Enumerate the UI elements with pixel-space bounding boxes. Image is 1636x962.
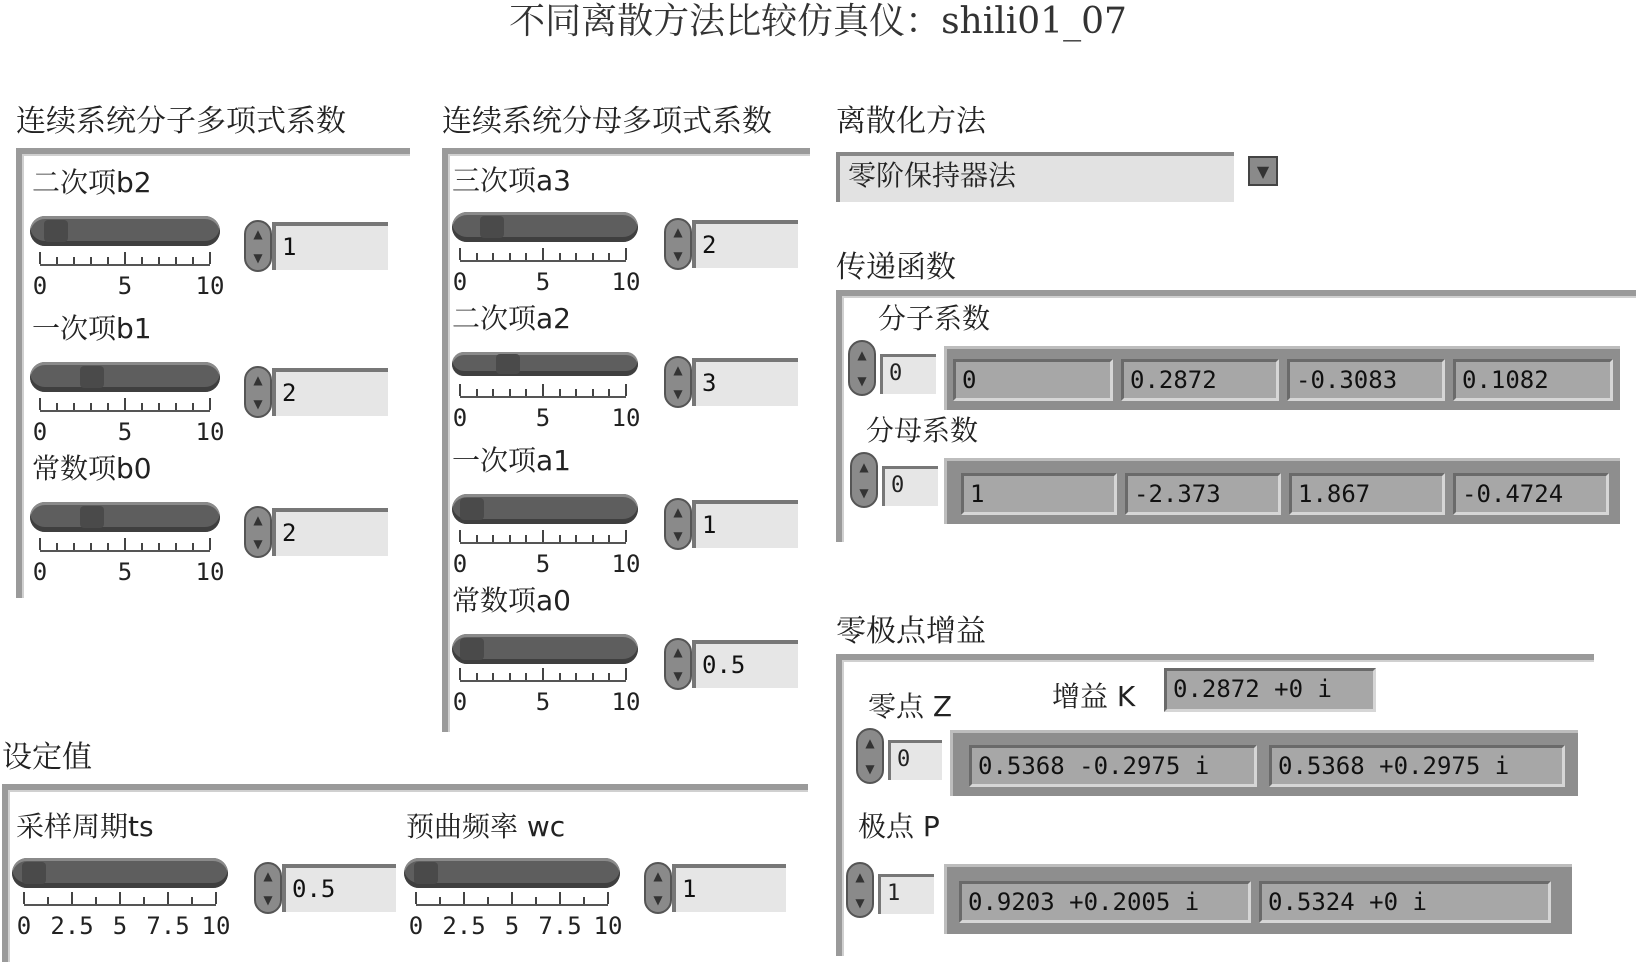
- tick-mark: [592, 253, 594, 260]
- a3-scale: [452, 268, 641, 298]
- zero-cell: 0.5368 +0.2975 i: [1269, 745, 1565, 787]
- num-coef-label: 分子系数: [878, 302, 991, 335]
- tick-mark: [175, 543, 177, 550]
- scale-label: 10: [611, 688, 641, 716]
- b2-input[interactable]: 1: [272, 222, 388, 270]
- scale-label: 0: [408, 912, 424, 940]
- tick-mark: [215, 892, 217, 904]
- dropdown-arrow-icon[interactable]: ▼: [1248, 156, 1278, 186]
- tick-mark: [542, 248, 544, 260]
- a1-label: 一次项a1: [452, 444, 571, 477]
- tick-mark: [592, 673, 594, 680]
- tick-mark: [141, 403, 143, 410]
- tick-mark: [575, 673, 577, 680]
- num-index-input[interactable]: 0: [880, 354, 936, 394]
- tick-mark: [575, 253, 577, 260]
- scale-label: 5: [535, 404, 551, 432]
- tick-mark: [191, 897, 193, 904]
- a3-ticks: [460, 246, 626, 262]
- slider-thumb[interactable]: [460, 638, 484, 660]
- b1-ticks: [40, 396, 210, 412]
- ts-spin-button[interactable]: ▲ ▼: [254, 862, 282, 914]
- tick-mark: [608, 673, 610, 680]
- b2-slider[interactable]: [30, 216, 220, 246]
- scale-label: 0: [32, 272, 48, 300]
- scale-label: 5: [117, 558, 133, 586]
- tick-mark: [107, 543, 109, 550]
- a2-scale: [452, 404, 641, 434]
- method-label: 离散化方法: [836, 104, 986, 139]
- tick-mark: [463, 892, 465, 904]
- wc-ticks: [416, 890, 608, 906]
- poles-index-input[interactable]: 1: [878, 874, 934, 914]
- tick-mark: [95, 897, 97, 904]
- tick-mark: [56, 403, 58, 410]
- a3-slider[interactable]: [452, 212, 638, 242]
- b2-label: 二次项b2: [32, 166, 152, 199]
- wc-scale: [408, 912, 623, 942]
- scale-label: 2.5: [50, 912, 94, 940]
- b0-input[interactable]: 2: [272, 508, 388, 556]
- scale-label: 0: [32, 418, 48, 446]
- method-select[interactable]: 零阶保持器法: [836, 152, 1234, 202]
- b0-spin-button[interactable]: ▲ ▼: [244, 506, 272, 558]
- scale-label: 5: [535, 550, 551, 578]
- tick-mark: [23, 892, 25, 904]
- den-index-input[interactable]: 0: [882, 466, 938, 506]
- slider-thumb[interactable]: [80, 506, 104, 528]
- tick-mark: [124, 252, 126, 264]
- zpk-group-label: 零极点增益: [836, 614, 986, 649]
- tick-mark: [459, 248, 461, 260]
- tick-mark: [607, 892, 609, 904]
- tick-mark: [525, 253, 527, 260]
- tick-mark: [192, 543, 194, 550]
- tick-mark: [73, 257, 75, 264]
- tick-mark: [415, 892, 417, 904]
- slider-thumb[interactable]: [80, 366, 104, 388]
- tick-mark: [592, 535, 594, 542]
- pole-cell: 0.9203 +0.2005 i: [959, 881, 1251, 923]
- num-coef-array: [944, 346, 1620, 410]
- tick-mark: [487, 897, 489, 904]
- tick-mark: [608, 389, 610, 396]
- b0-scale: [32, 558, 225, 588]
- b2-spin-button[interactable]: ▲ ▼: [244, 220, 272, 272]
- tick-mark: [559, 389, 561, 396]
- tick-mark: [476, 535, 478, 542]
- a0-ticks: [460, 666, 626, 682]
- slider-thumb[interactable]: [414, 862, 438, 884]
- scale-label: 5: [535, 688, 551, 716]
- poles-label: 极点 P: [858, 810, 940, 843]
- b1-scale: [32, 418, 225, 448]
- b1-spin-button[interactable]: ▲ ▼: [244, 366, 272, 418]
- tick-mark: [559, 892, 561, 904]
- tick-mark: [39, 538, 41, 550]
- page-title: 不同离散方法比较仿真仪：shili01_07: [509, 1, 1127, 42]
- transfer-group-label: 传递函数: [836, 250, 956, 285]
- tick-mark: [175, 257, 177, 264]
- tick-mark: [542, 530, 544, 542]
- zeros-label: 零点 Z: [868, 690, 953, 723]
- tick-mark: [192, 257, 194, 264]
- tick-mark: [492, 535, 494, 542]
- tick-mark: [56, 257, 58, 264]
- b2-ticks: [40, 250, 210, 266]
- b1-slider[interactable]: [30, 362, 220, 392]
- num-coef-cell: -0.3083: [1287, 359, 1445, 401]
- tick-mark: [592, 389, 594, 396]
- tick-mark: [209, 252, 211, 264]
- tick-mark: [124, 398, 126, 410]
- scale-label: 0: [452, 550, 468, 578]
- zeros-index-input[interactable]: 0: [888, 740, 942, 780]
- den-coef-array: [944, 458, 1620, 524]
- scale-label: 10: [195, 558, 225, 586]
- scale-label: 2.5: [442, 912, 486, 940]
- b0-slider[interactable]: [30, 502, 220, 532]
- ts-scale: [16, 912, 231, 942]
- tick-mark: [559, 535, 561, 542]
- scale-label: 0: [16, 912, 32, 940]
- slider-thumb[interactable]: [496, 354, 520, 374]
- tick-mark: [608, 535, 610, 542]
- den-coef-cell: 1: [961, 473, 1117, 515]
- tick-mark: [525, 673, 527, 680]
- a1-spin-button[interactable]: ▲ ▼: [664, 498, 692, 550]
- scale-label: 0: [32, 558, 48, 586]
- scale-label: 0: [452, 688, 468, 716]
- den-coef-cell: 1.867: [1289, 473, 1445, 515]
- wc-label: 预曲频率 wc: [406, 810, 566, 843]
- tick-mark: [439, 897, 441, 904]
- scale-label: 5: [117, 272, 133, 300]
- a2-ticks: [460, 382, 626, 398]
- tick-mark: [90, 403, 92, 410]
- tick-mark: [459, 530, 461, 542]
- b0-ticks: [40, 536, 210, 552]
- slider-track[interactable]: [452, 352, 638, 376]
- scale-label: 10: [611, 404, 641, 432]
- gain-label: 增益 K: [1052, 680, 1136, 713]
- slider-track[interactable]: [30, 362, 220, 392]
- num-index-spin[interactable]: ▲ ▼: [848, 340, 876, 396]
- tick-mark: [625, 248, 627, 260]
- zeros-array: [950, 730, 1578, 796]
- ts-input[interactable]: 0.5: [282, 864, 396, 912]
- scale-label: 7.5: [538, 912, 582, 940]
- den-index-spin[interactable]: ▲ ▼: [850, 452, 878, 508]
- tick-mark: [90, 543, 92, 550]
- tick-mark: [158, 403, 160, 410]
- tick-mark: [158, 257, 160, 264]
- tick-mark: [39, 252, 41, 264]
- den-coef-cell: -0.4724: [1453, 473, 1609, 515]
- a0-slider[interactable]: [452, 634, 638, 664]
- tick-mark: [625, 384, 627, 396]
- a0-input[interactable]: 0.5: [692, 640, 798, 688]
- a3-input[interactable]: 2: [692, 220, 798, 268]
- tick-mark: [141, 257, 143, 264]
- tick-mark: [209, 398, 211, 410]
- tick-mark: [509, 673, 511, 680]
- a0-spin-button[interactable]: ▲ ▼: [664, 638, 692, 690]
- tick-mark: [525, 389, 527, 396]
- denominator-group-label: 连续系统分母多项式系数: [442, 104, 772, 139]
- tick-mark: [71, 892, 73, 904]
- tick-mark: [90, 257, 92, 264]
- tick-mark: [492, 389, 494, 396]
- wc-spin-button[interactable]: ▲ ▼: [644, 862, 672, 914]
- den-coef-label: 分母系数: [866, 414, 979, 447]
- a2-label: 二次项a2: [452, 302, 571, 335]
- pole-cell: 0.5324 +0 i: [1259, 881, 1551, 923]
- tick-mark: [167, 892, 169, 904]
- b1-input[interactable]: 2: [272, 368, 388, 416]
- scale-label: 7.5: [146, 912, 190, 940]
- tick-mark: [542, 668, 544, 680]
- zero-cell: 0.5368 -0.2975 i: [969, 745, 1257, 787]
- b2-scale: [32, 272, 225, 302]
- scale-label: 5: [535, 268, 551, 296]
- tick-mark: [625, 668, 627, 680]
- a0-label: 常数项a0: [452, 584, 571, 617]
- wc-input[interactable]: 1: [672, 864, 786, 912]
- scale-label: 5: [112, 912, 128, 940]
- ts-slider[interactable]: [12, 858, 228, 888]
- tick-mark: [39, 398, 41, 410]
- a2-input[interactable]: 3: [692, 358, 798, 406]
- slider-thumb[interactable]: [22, 862, 46, 884]
- a3-spin-button[interactable]: ▲ ▼: [664, 218, 692, 270]
- tick-mark: [107, 257, 109, 264]
- tick-mark: [525, 535, 527, 542]
- tick-mark: [583, 897, 585, 904]
- tick-mark: [608, 253, 610, 260]
- tick-mark: [124, 538, 126, 550]
- tick-mark: [143, 897, 145, 904]
- a1-input[interactable]: 1: [692, 500, 798, 548]
- a1-slider[interactable]: [452, 494, 638, 524]
- tick-mark: [459, 668, 461, 680]
- a2-slider[interactable]: [452, 352, 638, 376]
- tick-mark: [575, 535, 577, 542]
- slider-thumb[interactable]: [480, 216, 504, 238]
- tick-mark: [575, 389, 577, 396]
- num-coef-cell: 0: [953, 359, 1113, 401]
- ts-ticks: [24, 890, 216, 906]
- tick-mark: [107, 403, 109, 410]
- tick-mark: [192, 403, 194, 410]
- tick-mark: [511, 892, 513, 904]
- tick-mark: [542, 384, 544, 396]
- tick-mark: [559, 673, 561, 680]
- scale-label: 10: [611, 268, 641, 296]
- slider-track[interactable]: [30, 502, 220, 532]
- tick-mark: [141, 543, 143, 550]
- scale-label: 10: [201, 912, 231, 940]
- tick-mark: [175, 403, 177, 410]
- zeros-index-spin[interactable]: ▲ ▼: [856, 728, 884, 784]
- tick-mark: [476, 673, 478, 680]
- setpoint-group-label: 设定值: [2, 740, 92, 775]
- tick-mark: [476, 389, 478, 396]
- scale-label: 10: [195, 272, 225, 300]
- tick-mark: [476, 253, 478, 260]
- gain-value: 0.2872 +0 i: [1164, 668, 1376, 712]
- tick-mark: [158, 543, 160, 550]
- numerator-group-label: 连续系统分子多项式系数: [16, 104, 346, 139]
- tick-mark: [73, 403, 75, 410]
- tick-mark: [119, 892, 121, 904]
- slider-thumb[interactable]: [460, 498, 484, 520]
- tick-mark: [509, 535, 511, 542]
- scale-label: 0: [452, 268, 468, 296]
- tick-mark: [209, 538, 211, 550]
- tick-mark: [492, 253, 494, 260]
- slider-thumb[interactable]: [44, 220, 68, 242]
- num-coef-cell: 0.1082: [1453, 359, 1613, 401]
- tick-mark: [509, 253, 511, 260]
- poles-index-spin[interactable]: ▲ ▼: [846, 862, 874, 918]
- scale-label: 5: [117, 418, 133, 446]
- num-coef-cell: 0.2872: [1121, 359, 1279, 401]
- poles-array: [944, 864, 1572, 934]
- ts-label: 采样周期ts: [16, 810, 154, 843]
- tick-mark: [47, 897, 49, 904]
- tick-mark: [509, 389, 511, 396]
- scale-label: 10: [611, 550, 641, 578]
- wc-slider[interactable]: [404, 858, 620, 888]
- tick-mark: [625, 530, 627, 542]
- a1-ticks: [460, 528, 626, 544]
- a1-scale: [452, 550, 641, 580]
- tick-mark: [492, 673, 494, 680]
- tick-mark: [56, 543, 58, 550]
- tick-mark: [535, 897, 537, 904]
- scale-label: 10: [195, 418, 225, 446]
- a2-spin-button[interactable]: ▲ ▼: [664, 356, 692, 408]
- tick-mark: [559, 253, 561, 260]
- scale-label: 5: [504, 912, 520, 940]
- scale-label: 0: [452, 404, 468, 432]
- a0-scale: [452, 688, 641, 718]
- b0-label: 常数项b0: [32, 452, 152, 485]
- a3-label: 三次项a3: [452, 164, 571, 197]
- tick-mark: [73, 543, 75, 550]
- tick-mark: [459, 384, 461, 396]
- den-coef-cell: -2.373: [1125, 473, 1281, 515]
- scale-label: 10: [593, 912, 623, 940]
- b1-label: 一次项b1: [32, 312, 152, 345]
